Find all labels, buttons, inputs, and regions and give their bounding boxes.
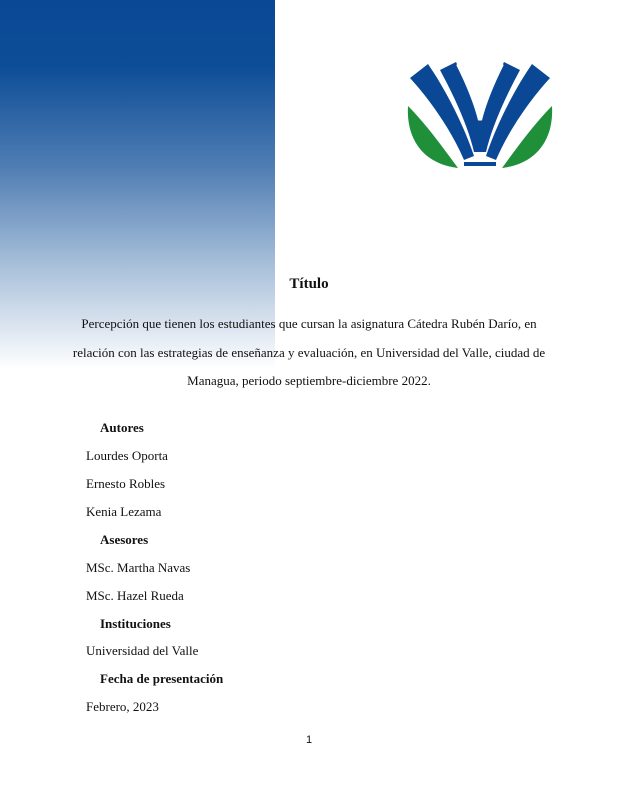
advisor-item: MSc. Hazel Rueda	[86, 588, 184, 603]
description-line-1: Percepción que tienen los estudiantes que cursan la asignatura Cátedra Rubén Darío, en	[81, 316, 537, 331]
institutions-heading: Instituciones	[100, 616, 171, 631]
description-line-3: Managua, periodo septiembre-diciembre 2022.	[187, 373, 431, 388]
author-item: Lourdes Oporta	[86, 448, 168, 463]
page-number: 1	[305, 734, 313, 746]
advisors-heading: Asesores	[100, 532, 149, 547]
author-item: Kenia Lezama	[86, 504, 162, 519]
institution-item: Universidad del Valle	[86, 643, 199, 658]
advisor-item: MSc. Martha Navas	[86, 560, 191, 575]
authors-heading: Autores	[100, 420, 144, 435]
header-gradient-band	[0, 0, 275, 370]
universidad-del-valle-logo-icon	[406, 60, 554, 172]
description-line-2: relación con las estrategias de enseñanza y evaluación, en Universidad del Valle, ciudad de	[72, 345, 546, 360]
date-heading: Fecha de presentación	[100, 671, 224, 686]
document-title: Título	[289, 276, 329, 292]
date-item: Febrero, 2023	[86, 699, 159, 714]
author-item: Ernesto Robles	[86, 476, 166, 491]
